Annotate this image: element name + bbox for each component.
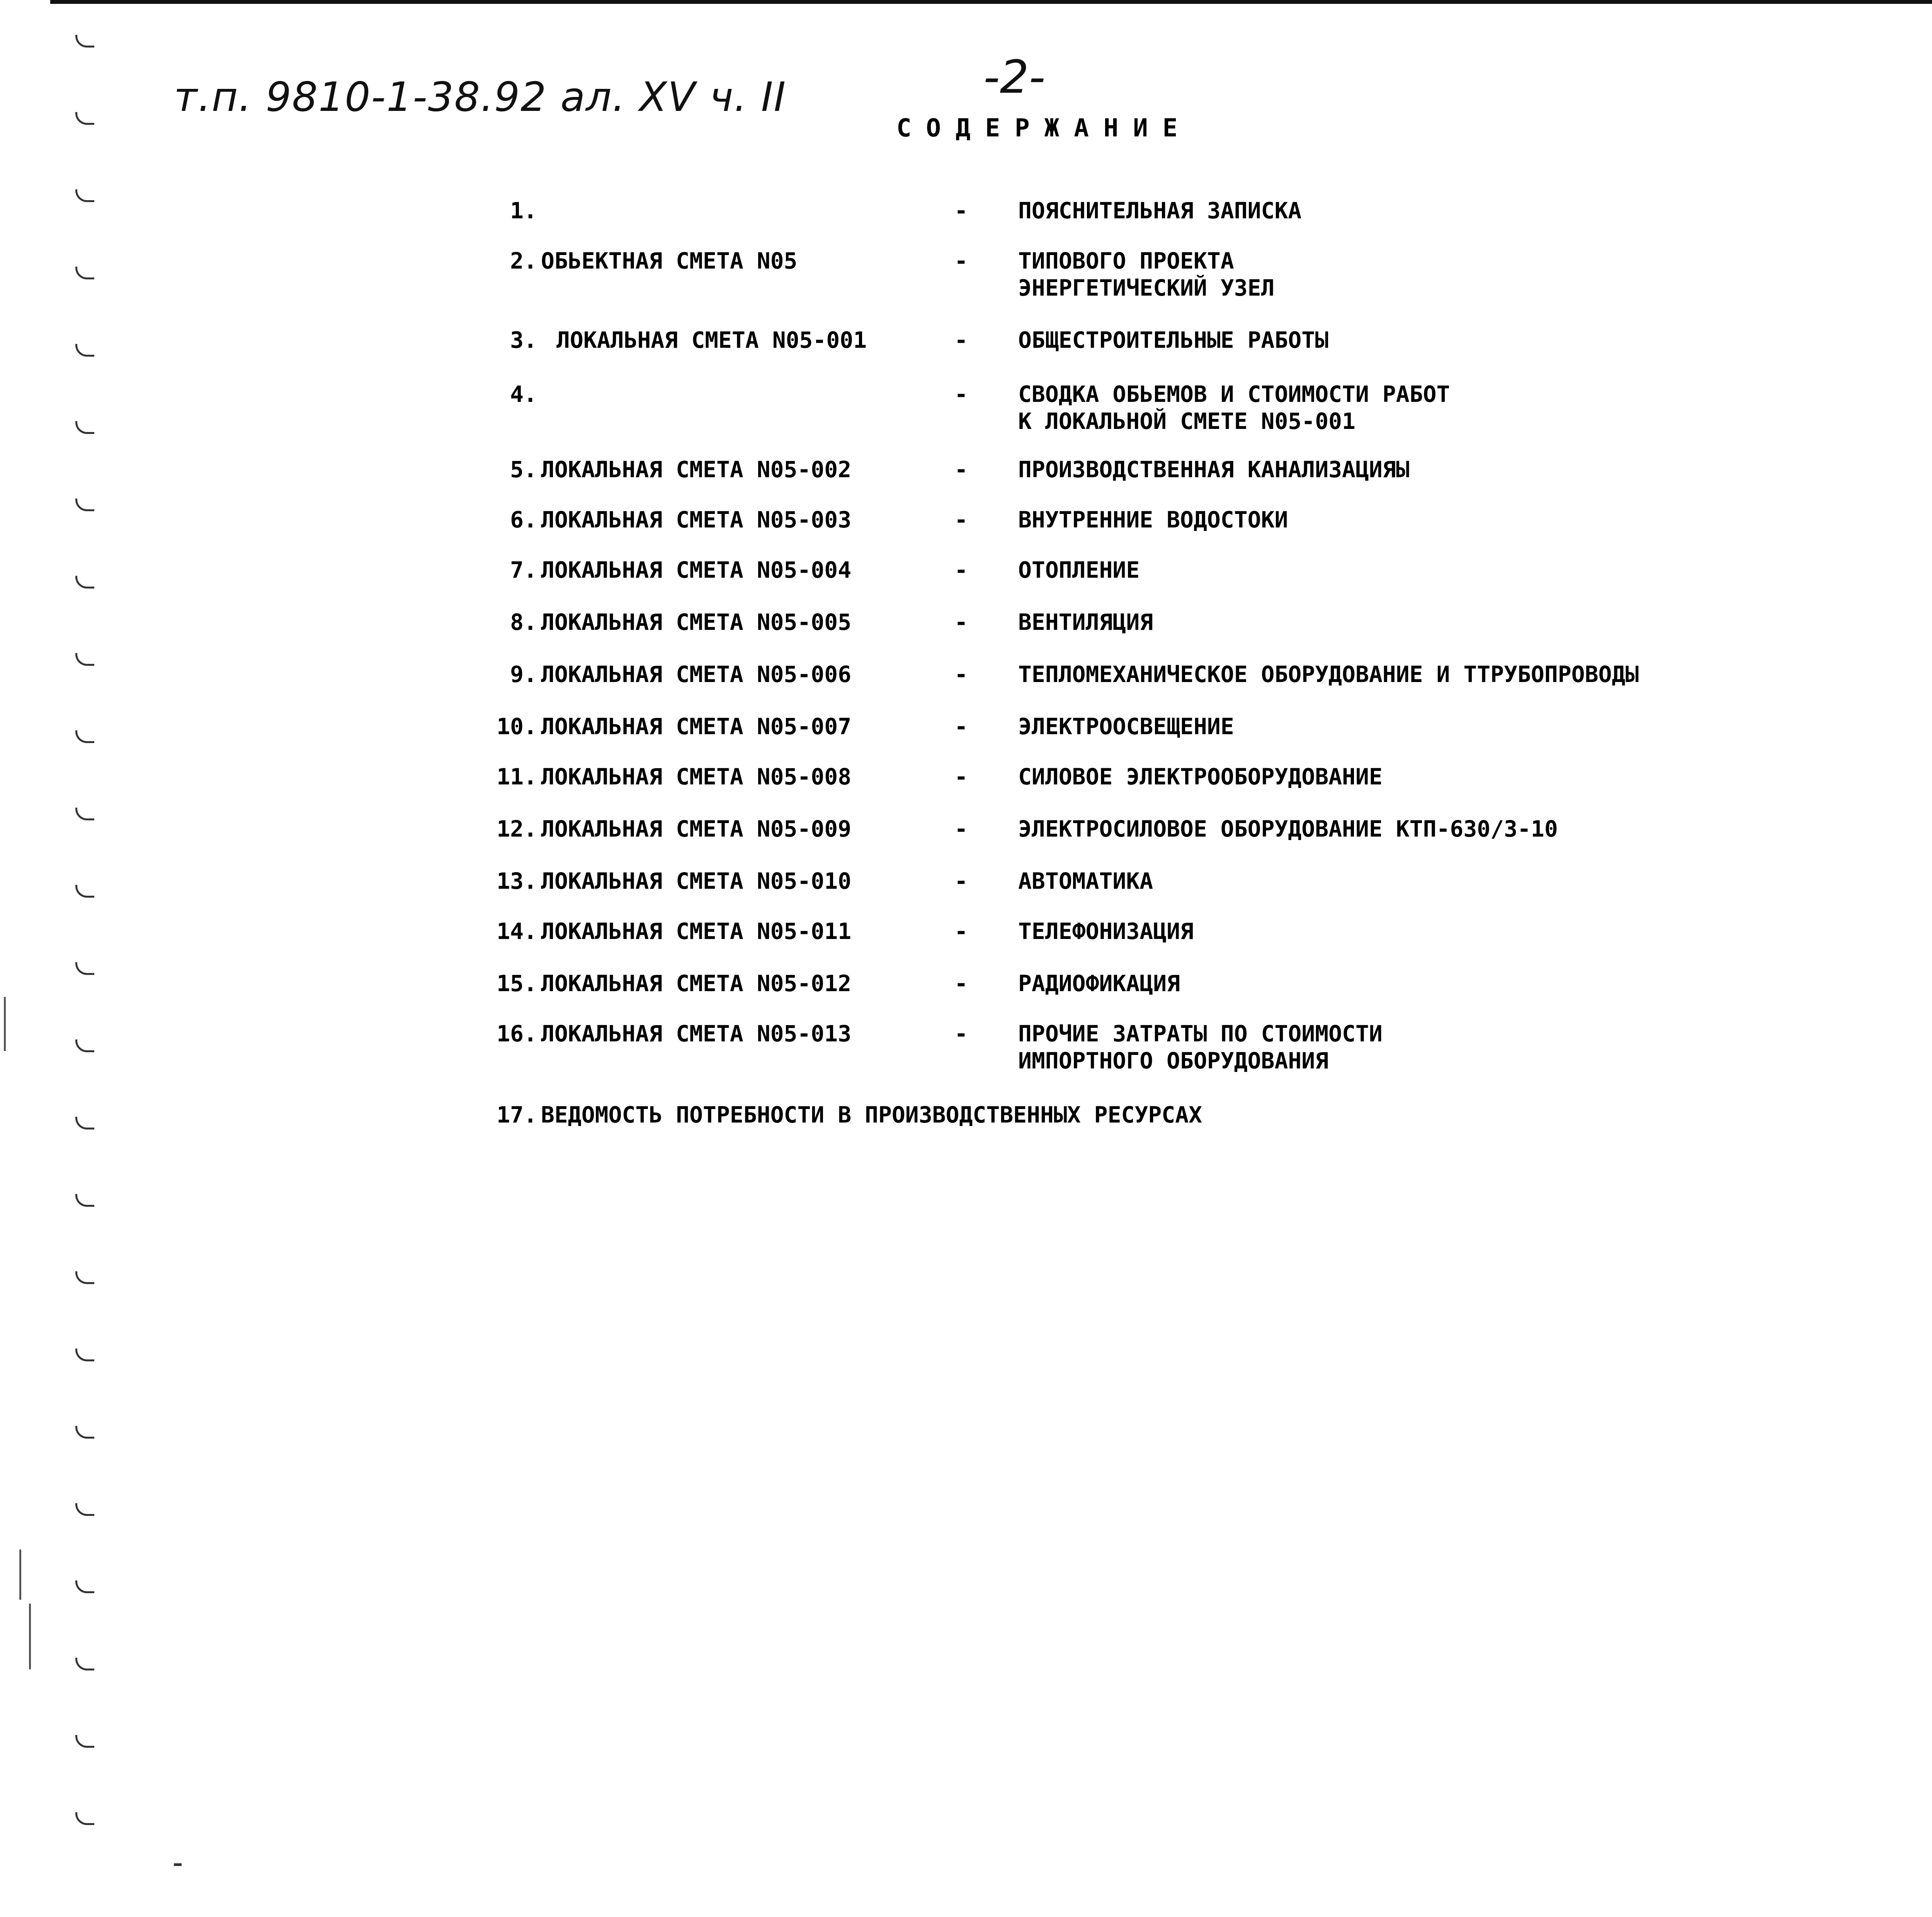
- perforation-hole-mark: [75, 498, 94, 511]
- toc-estimate: ЛОКАЛЬНАЯ СМЕТА N05-007: [541, 713, 852, 740]
- toc-number: 13.: [497, 868, 537, 894]
- toc-dash: -: [954, 816, 968, 842]
- toc-description: [1018, 247, 1274, 301]
- toc-estimate: ЛОКАЛЬНАЯ СМЕТА N05-013: [541, 1021, 852, 1047]
- toc-description: [1018, 970, 1180, 997]
- toc-description: [1018, 815, 1558, 842]
- toc-description-line: ОБЩЕСТРОИТЕЛЬНЫЕ РАБОТЫ: [1018, 327, 1329, 353]
- toc-number: 17.: [497, 1102, 537, 1128]
- margin-line: [19, 1550, 21, 1600]
- perforation-hole-mark: [75, 1426, 94, 1439]
- toc-description: [1018, 327, 1328, 354]
- perforation-hole-mark: [75, 1812, 94, 1825]
- toc-description-line: К ЛОКАЛЬНОЙ СМЕТЕ N05-001: [1018, 408, 1355, 434]
- toc-estimate: ЛОКАЛЬНАЯ СМЕТА N05-012: [541, 970, 852, 997]
- perforation-hole-mark: [75, 1271, 94, 1284]
- toc-description-line: ПОЯСНИТЕЛЬНАЯ ЗАПИСКА: [1018, 197, 1302, 224]
- toc-estimate: ЛОКАЛЬНАЯ СМЕТА N05-011: [541, 918, 852, 944]
- toc-description: [1018, 918, 1194, 945]
- toc-estimate: ЛОКАЛЬНАЯ СМЕТА N05-006: [541, 661, 852, 687]
- toc-dash: -: [954, 764, 968, 790]
- stray-mark: [174, 1863, 182, 1866]
- toc-number: 9.: [510, 661, 537, 687]
- perforation-hole-mark: [75, 1503, 94, 1516]
- toc-estimate: ЛОКАЛЬНАЯ СМЕТА N05-008: [541, 764, 852, 790]
- margin-line: [29, 1604, 31, 1669]
- perforation-hole-mark: [75, 962, 94, 975]
- toc-dash: -: [954, 1021, 968, 1047]
- toc-description-line: ИМПОРТНОГО ОБОРУДОВАНИЯ: [1018, 1048, 1329, 1074]
- page-number: -2-: [983, 50, 1046, 104]
- toc-description-line: ОТОПЛЕНИЕ: [1018, 557, 1140, 583]
- toc-estimate: ЛОКАЛЬНАЯ СМЕТА N05-001: [556, 327, 867, 353]
- toc-dash: -: [954, 970, 968, 997]
- perforation-hole-mark: [75, 1658, 94, 1670]
- top-border-line: [50, 0, 1932, 4]
- toc-number: 10.: [497, 713, 537, 740]
- perforation-hole-mark: [75, 885, 94, 898]
- perforation-hole-mark: [75, 1039, 94, 1052]
- document-reference: т.п. 9810-1-38.92 ал. XV ч. II: [174, 73, 787, 121]
- toc-description: [1018, 1020, 1383, 1074]
- perforation-hole-mark: [75, 344, 94, 357]
- toc-estimate: ВЕДОМОСТЬ ПОТРЕБНОСТИ В ПРОИЗВОДСТВЕННЫХ РЕСУРСАХ: [541, 1102, 1202, 1128]
- toc-description: [1018, 763, 1383, 790]
- toc-dash: -: [954, 661, 968, 687]
- toc-description: [1018, 197, 1301, 224]
- toc-number: 15.: [497, 970, 537, 997]
- toc-description: [1018, 713, 1234, 740]
- perforation-hole-mark: [75, 1735, 94, 1748]
- toc-description: [1018, 506, 1288, 533]
- toc-number: 5.: [510, 456, 537, 483]
- toc-dash: -: [954, 381, 968, 407]
- toc-number: 6.: [510, 507, 537, 533]
- toc-estimate: ЛОКАЛЬНАЯ СМЕТА N05-004: [541, 557, 852, 583]
- perforation-hole-mark: [75, 35, 94, 48]
- toc-description: [1018, 661, 1639, 688]
- toc-description-line: ПРОЧИЕ ЗАТРАТЫ ПО СТОИМОСТИ: [1018, 1021, 1383, 1047]
- toc-description-line: ЭЛЕКТРООСВЕЩЕНИЕ: [1018, 713, 1234, 740]
- toc-description-line: ТЕЛЕФОНИЗАЦИЯ: [1018, 918, 1194, 944]
- toc-description-line: АВТОМАТИКА: [1018, 868, 1153, 894]
- perforation-hole-mark: [75, 267, 94, 279]
- toc-description-line: ЭНЕРГЕТИЧЕСКИЙ УЗЕЛ: [1018, 275, 1275, 301]
- toc-number: 7.: [510, 557, 537, 583]
- toc-description-line: ПРОИЗВОДСТВЕННАЯ КАНАЛИЗАЦИЯЫ: [1018, 456, 1410, 483]
- toc-description-line: РАДИОФИКАЦИЯ: [1018, 970, 1180, 997]
- toc-number: 3.: [510, 327, 537, 353]
- toc-number: 16.: [497, 1021, 537, 1047]
- page-title: СОДЕРЖАНИЕ: [896, 114, 1192, 143]
- toc-number: 8.: [510, 609, 537, 635]
- toc-description: [1018, 456, 1410, 483]
- toc-dash: -: [954, 456, 968, 483]
- toc-description: [1018, 381, 1450, 435]
- perforation-hole-mark: [75, 808, 94, 820]
- toc-dash: -: [954, 197, 968, 224]
- toc-estimate: ОБЬЕКТНАЯ СМЕТА N05: [541, 248, 798, 274]
- toc-number: 4.: [510, 381, 537, 407]
- toc-dash: -: [954, 327, 968, 353]
- perforation-hole-mark: [75, 730, 94, 743]
- toc-number: 14.: [497, 918, 537, 944]
- toc-description: [1018, 867, 1153, 895]
- perforation-hole-mark: [75, 1349, 94, 1361]
- perforation-hole-mark: [75, 1117, 94, 1129]
- perforation-hole-mark: [75, 1194, 94, 1207]
- perforation-hole-mark: [75, 1580, 94, 1593]
- toc-estimate: ЛОКАЛЬНАЯ СМЕТА N05-003: [541, 507, 852, 533]
- toc-description-line: ТИПОВОГО ПРОЕКТА: [1018, 248, 1234, 274]
- toc-dash: -: [954, 609, 968, 635]
- perforation-hole-mark: [75, 421, 94, 434]
- toc-number: 1.: [510, 197, 537, 224]
- toc-number: 2.: [510, 248, 537, 274]
- toc-description-line: ВНУТРЕННИЕ ВОДОСТОКИ: [1018, 507, 1288, 533]
- toc-description-line: ЭЛЕКТРОСИЛОВОЕ ОБОРУДОВАНИЕ КТП-630/3-10: [1018, 816, 1558, 842]
- toc-estimate: ЛОКАЛЬНАЯ СМЕТА N05-005: [541, 609, 852, 635]
- perforation-hole-mark: [75, 653, 94, 666]
- toc-dash: -: [954, 507, 968, 533]
- toc-description-line: ТЕПЛОМЕХАНИЧЕСКОЕ ОБОРУДОВАНИЕ И ТТРУБОПРОВОДЫ: [1018, 661, 1639, 687]
- toc-dash: -: [954, 248, 968, 274]
- toc-description: [1018, 609, 1153, 636]
- toc-description-line: ВЕНТИЛЯЦИЯ: [1018, 609, 1153, 635]
- toc-estimate: ЛОКАЛЬНАЯ СМЕТА N05-010: [541, 868, 852, 894]
- toc-number: 12.: [497, 816, 537, 842]
- toc-description: [1018, 556, 1139, 583]
- toc-dash: -: [954, 918, 968, 944]
- toc-dash: -: [954, 868, 968, 894]
- toc-estimate: ЛОКАЛЬНАЯ СМЕТА N05-009: [541, 816, 852, 842]
- toc-number: 11.: [497, 764, 537, 790]
- perforation-hole-mark: [75, 576, 94, 589]
- toc-description-line: СВОДКА ОБЬЕМОВ И СТОИМОСТИ РАБОТ: [1018, 381, 1450, 407]
- toc-estimate: ЛОКАЛЬНАЯ СМЕТА N05-002: [541, 456, 852, 483]
- toc-dash: -: [954, 713, 968, 740]
- toc-description-line: СИЛОВОЕ ЭЛЕКТРООБОРУДОВАНИЕ: [1018, 764, 1383, 790]
- perforation-hole-mark: [75, 189, 94, 202]
- margin-line: [4, 997, 6, 1051]
- perforation-hole-mark: [75, 112, 94, 125]
- toc-dash: -: [954, 557, 968, 583]
